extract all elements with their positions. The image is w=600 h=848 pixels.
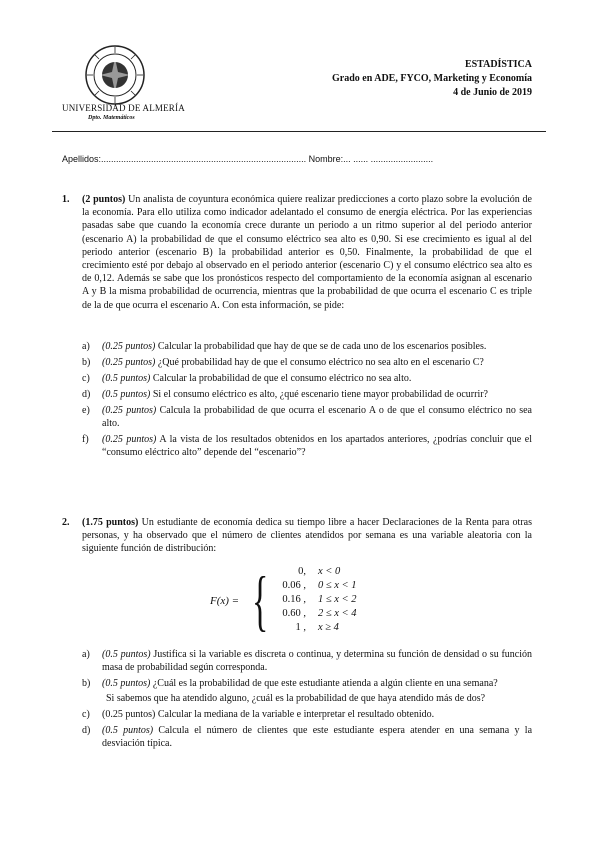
list-item: a) (0.25 puntos) Calcular la probabilidad que hay de que se de cada uno de los escenarios posibles. (82, 341, 487, 352)
question-points: (2 puntos) (82, 194, 126, 205)
subject-title: ESTADÍSTICA (464, 59, 532, 70)
question-1-items (82, 340, 532, 462)
formula-row: 1 , x ≥ 4 (295, 622, 339, 633)
list-item: b) (0.5 puntos) ¿Cuál es la probabilidad de que este estudiante atienda a algún cliente en una semana? Si sabemos que ha atendido alguno, ¿cuál es la probabilidad de que haya atendido más de dos? (82, 677, 532, 705)
question-points: (1.75 puntos) (82, 517, 139, 528)
degrees-line: Grado en ADE, FYCO, Marketing y Economía (332, 73, 532, 84)
formula-lhs: F(x) = (210, 595, 240, 607)
name-label: Nombre: (308, 154, 344, 164)
brace-symbol: { (252, 562, 269, 638)
university-seal-logo (84, 44, 146, 106)
exam-date: 4 de Junio de 2019 (453, 87, 532, 98)
student-name-row (62, 154, 433, 164)
question-text: Un estudiante de economía dedica su tiempo libre a hacer Declaraciones de la Renta para otras personas, y ha observado que el número de clientes atendidos por semana es una variable aleatoria con la siguiente función de distribución: (82, 517, 532, 555)
department-name: Dpto. Matemáticos (88, 115, 135, 121)
list-item: c) (0.25 puntos) Calcular la mediana de la variable e interpretar el resultado obtenido. (82, 709, 435, 720)
formula-row: 0.06 , 0 ≤ x < 1 (282, 580, 357, 591)
surname-label: Apellidos: (62, 154, 102, 164)
question-2 (62, 516, 532, 556)
list-item: f) (0.25 puntos) A la vista de los resultados obtenidos en los apartados anteriores, ¿podrías concluir que el “consumo eléctrico alto” depende del “escenario”? (82, 434, 532, 458)
question-number: 2. (62, 517, 70, 528)
list-item: a) (0.5 puntos) Justifica si la variable es discreta o continua, y determina su función de densidad o su función masa de probabilidad según corresponda. (82, 649, 533, 673)
header-divider (52, 131, 546, 132)
list-item: c) (0.5 puntos) Calcular la probabilidad de que el consumo eléctrico no sea alto. (82, 373, 412, 384)
formula-row: 0, x < 0 (298, 566, 341, 577)
university-name: UNIVERSIDAD DE ALMERÍA (62, 103, 185, 113)
name-field[interactable]: ... ...... ......................... (343, 154, 434, 164)
list-item: e) (0.25 puntos) Calcula la probabilidad de que ocurra el escenario A o de que el consumo eléctrico no sea alto. (82, 405, 532, 429)
list-item: d) (0.5 puntos) Calcula el número de clientes que este estudiante espera atender en una semana y la desviación típica. (82, 725, 533, 749)
formula-row: 0.60 , 2 ≤ x < 4 (282, 608, 357, 619)
list-item: d) (0.5 puntos) Si el consumo eléctrico es alto, ¿qué escenario tiene mayor probabilidad de ocurrir? (82, 389, 488, 400)
surname-field[interactable]: .................................................................................. (101, 154, 307, 164)
formula-row: 0.16 , 1 ≤ x < 2 (282, 594, 357, 605)
sub-question: Si sabemos que ha atendido alguno, ¿cuál es la probabilidad de que haya atendido más de dos? (106, 693, 486, 704)
question-text: Un analista de coyuntura económica quiere realizar predicciones a corto plazo sobre la evolución de la economía. Para ello utiliza como indicador adelantado el consumo de energía eléctrica. Por las experiencias pasadas sabe que cuando la economía crece durante un periodo a un ritmo superior al del periodo anterior (escenario A) la probabilidad de que el consumo eléctrico sea alto es 0,90. Si ese crecimiento es igual al del periodo anterior (escenario B) la probabilidad anterior es 0,50. Finalmente, la probabilidad de que el crecimiento esté por debajo al observado en el periodo anterior (escenario C) y el consumo eléctrico sea alto es de 0,12. Además se sabe que los pronósticos respecto del comportamiento de la economía asignan al escenario A y B la misma probabilidad de ocurrencia, mientras que la probabilidad de que ocurra el escenario C es triple de la de que ocurra el escenario A. Con esta información, se pide: (82, 194, 532, 311)
question-number: 1. (62, 194, 70, 205)
list-item: b) (0.25 puntos) ¿Qué probabilidad hay de que el consumo eléctrico no sea alto en el escenario C? (82, 357, 484, 368)
question-1 (62, 193, 532, 312)
distribution-function (210, 564, 410, 640)
question-2-items (82, 648, 532, 753)
